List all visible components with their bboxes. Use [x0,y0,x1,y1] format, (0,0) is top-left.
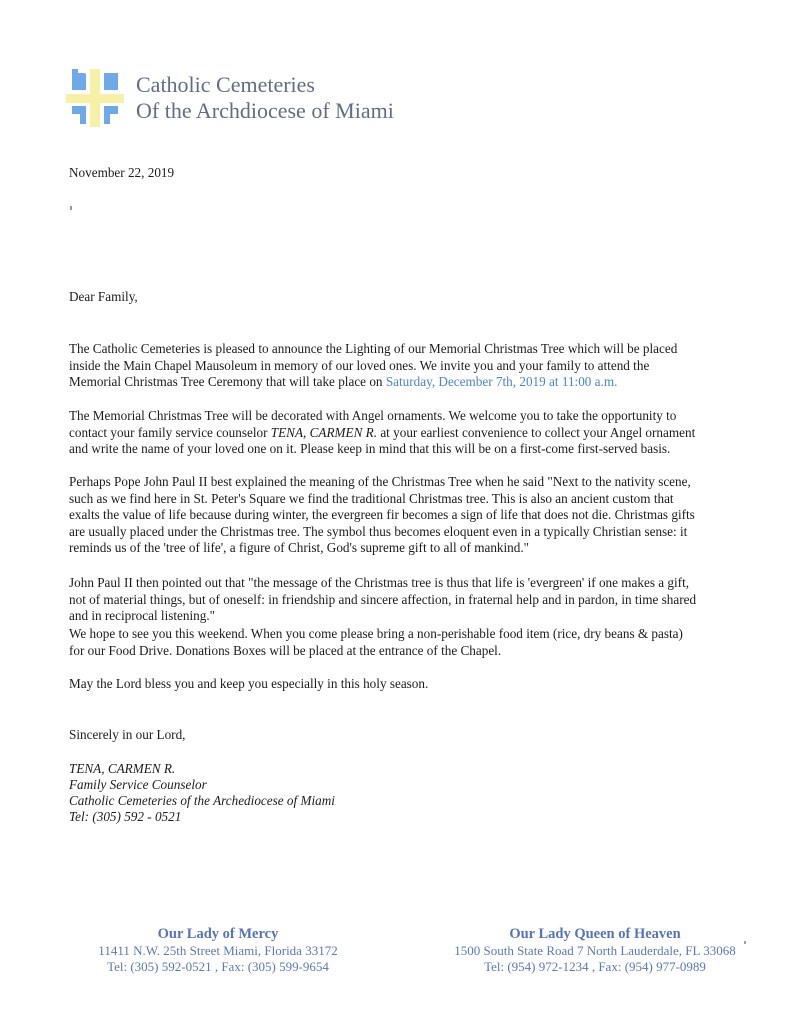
paragraph-line [69,425,769,442]
paragraph-line: We hope to see you this weekend. When you come please bring a non-perishable food item (rice, dry beans & pasta) [69,626,683,641]
paragraph-text: at your earliest convenience to collect your Angel ornament [377,424,696,440]
letterhead [66,66,394,130]
paragraph-line: The Memorial Christmas Tree will be decorated with Angel ornaments. We welcome you to take the opportunity to [69,408,677,423]
logo-quadrant-top-left [72,73,86,90]
paragraph-line: for our Food Drive. Donations Boxes will be placed at the entrance of the Chapel. [69,642,502,658]
paragraph-line: such as we find here in St. Peter's Square we find the traditional Christmas tree. This is also an ancient custom that [69,490,674,506]
scan-mark [744,941,746,944]
paragraph-blessing [69,676,769,693]
paragraph-line: John Paul II then pointed out that "the message of the Christmas tree is thus that life is 'evergreen' if one makes a gift, [69,575,690,590]
signature-block [69,761,769,825]
event-date: Saturday, December 7th, 2019 at 11:00 a.m. [385,374,618,390]
location-name: Our Lady Queen of Heaven [509,926,681,942]
letter-date: November 22, 2019 [69,165,175,180]
paragraph-evergreen [69,575,769,625]
paragraph-line: reminds us of the 'tree of life', a figure of Christ, God's supreme gift to all of mankind." [69,540,530,556]
paragraph-line: not of material things, but of oneself: in friendship and sincere affection, in fraternal help and in pardon, in time shared [69,591,697,607]
paragraph-line: are usually placed under the Christmas tree. The symbol thus becomes eloquent even in a typically Christian sense: it [69,523,688,539]
cross-logo-icon [66,69,124,127]
signer-organization: Catholic Cemeteries of the Archediocese of Miami [69,793,335,808]
paragraph-pope-quote [69,474,769,557]
location-address: 11411 N.W. 25th Street Miami, Florida 33172 [98,943,338,958]
footer-location-right [430,926,760,975]
paragraph-announcement [69,341,769,391]
paragraph-line: May the Lord bless you and keep you especially in this holy season. [69,676,429,691]
signer-name: TENA, CARMEN R. [69,761,176,776]
paragraph-line: and write the name of your loved one on it. Please keep in mind that this will be on a first-come first-served basis. [69,441,671,457]
footer-location-left [78,926,358,975]
location-address: 1500 South State Road 7 North Lauderdale, FL 33068 [454,943,736,958]
paragraph-line: The Catholic Cemeteries is pleased to announce the Lighting of our Memorial Christmas Tree which will be placed [69,341,678,356]
logo-quadrant-bottom-right [104,106,118,114]
logo-quadrant-top-right [104,73,118,90]
organization-name [136,72,394,124]
paragraph-line [69,374,769,391]
paragraph-text: Memorial Christmas Tree Ceremony that will take place on [69,374,386,390]
paragraph-line: exalts the value of life because during winter, the evergreen fir becomes a sign of life that does not die. Christmas gifts [69,507,695,523]
paragraph-line: Perhaps Pope John Paul II best explained the meaning of the Christmas Tree when he said "Next to the nativity scene, [69,474,691,489]
organization-name-line1: Catholic Cemeteries [136,72,315,97]
location-contact: Tel: (305) 592-0521 , Fax: (305) 599-9654 [107,959,329,974]
signer-title: Family Service Counselor [69,777,207,792]
counselor-name: TENA, CARMEN R. [270,424,378,440]
salutation: Dear Family, [69,289,138,304]
scan-mark [70,206,72,210]
paragraph-food-drive [69,626,769,659]
paragraph-line: inside the Main Chapel Mausoleum in memory of our loved ones. We invite you and your family to attend the [69,357,650,373]
logo-cross-horizontal [66,94,124,103]
logo-quadrant-bottom-left [72,106,86,114]
paragraph-angel-ornaments [69,408,769,458]
organization-name-line2: Of the Archdiocese of Miami [136,98,394,123]
signer-phone: Tel: (305) 592 - 0521 [69,809,182,824]
closing: Sincerely in our Lord, [69,727,186,742]
location-contact: Tel: (954) 972-1234 , Fax: (954) 977-0989 [484,959,706,974]
location-name: Our Lady of Mercy [157,926,279,942]
paragraph-text: contact your family service counselor [69,424,271,440]
paragraph-line: and in reciprocal listening." [69,608,216,624]
